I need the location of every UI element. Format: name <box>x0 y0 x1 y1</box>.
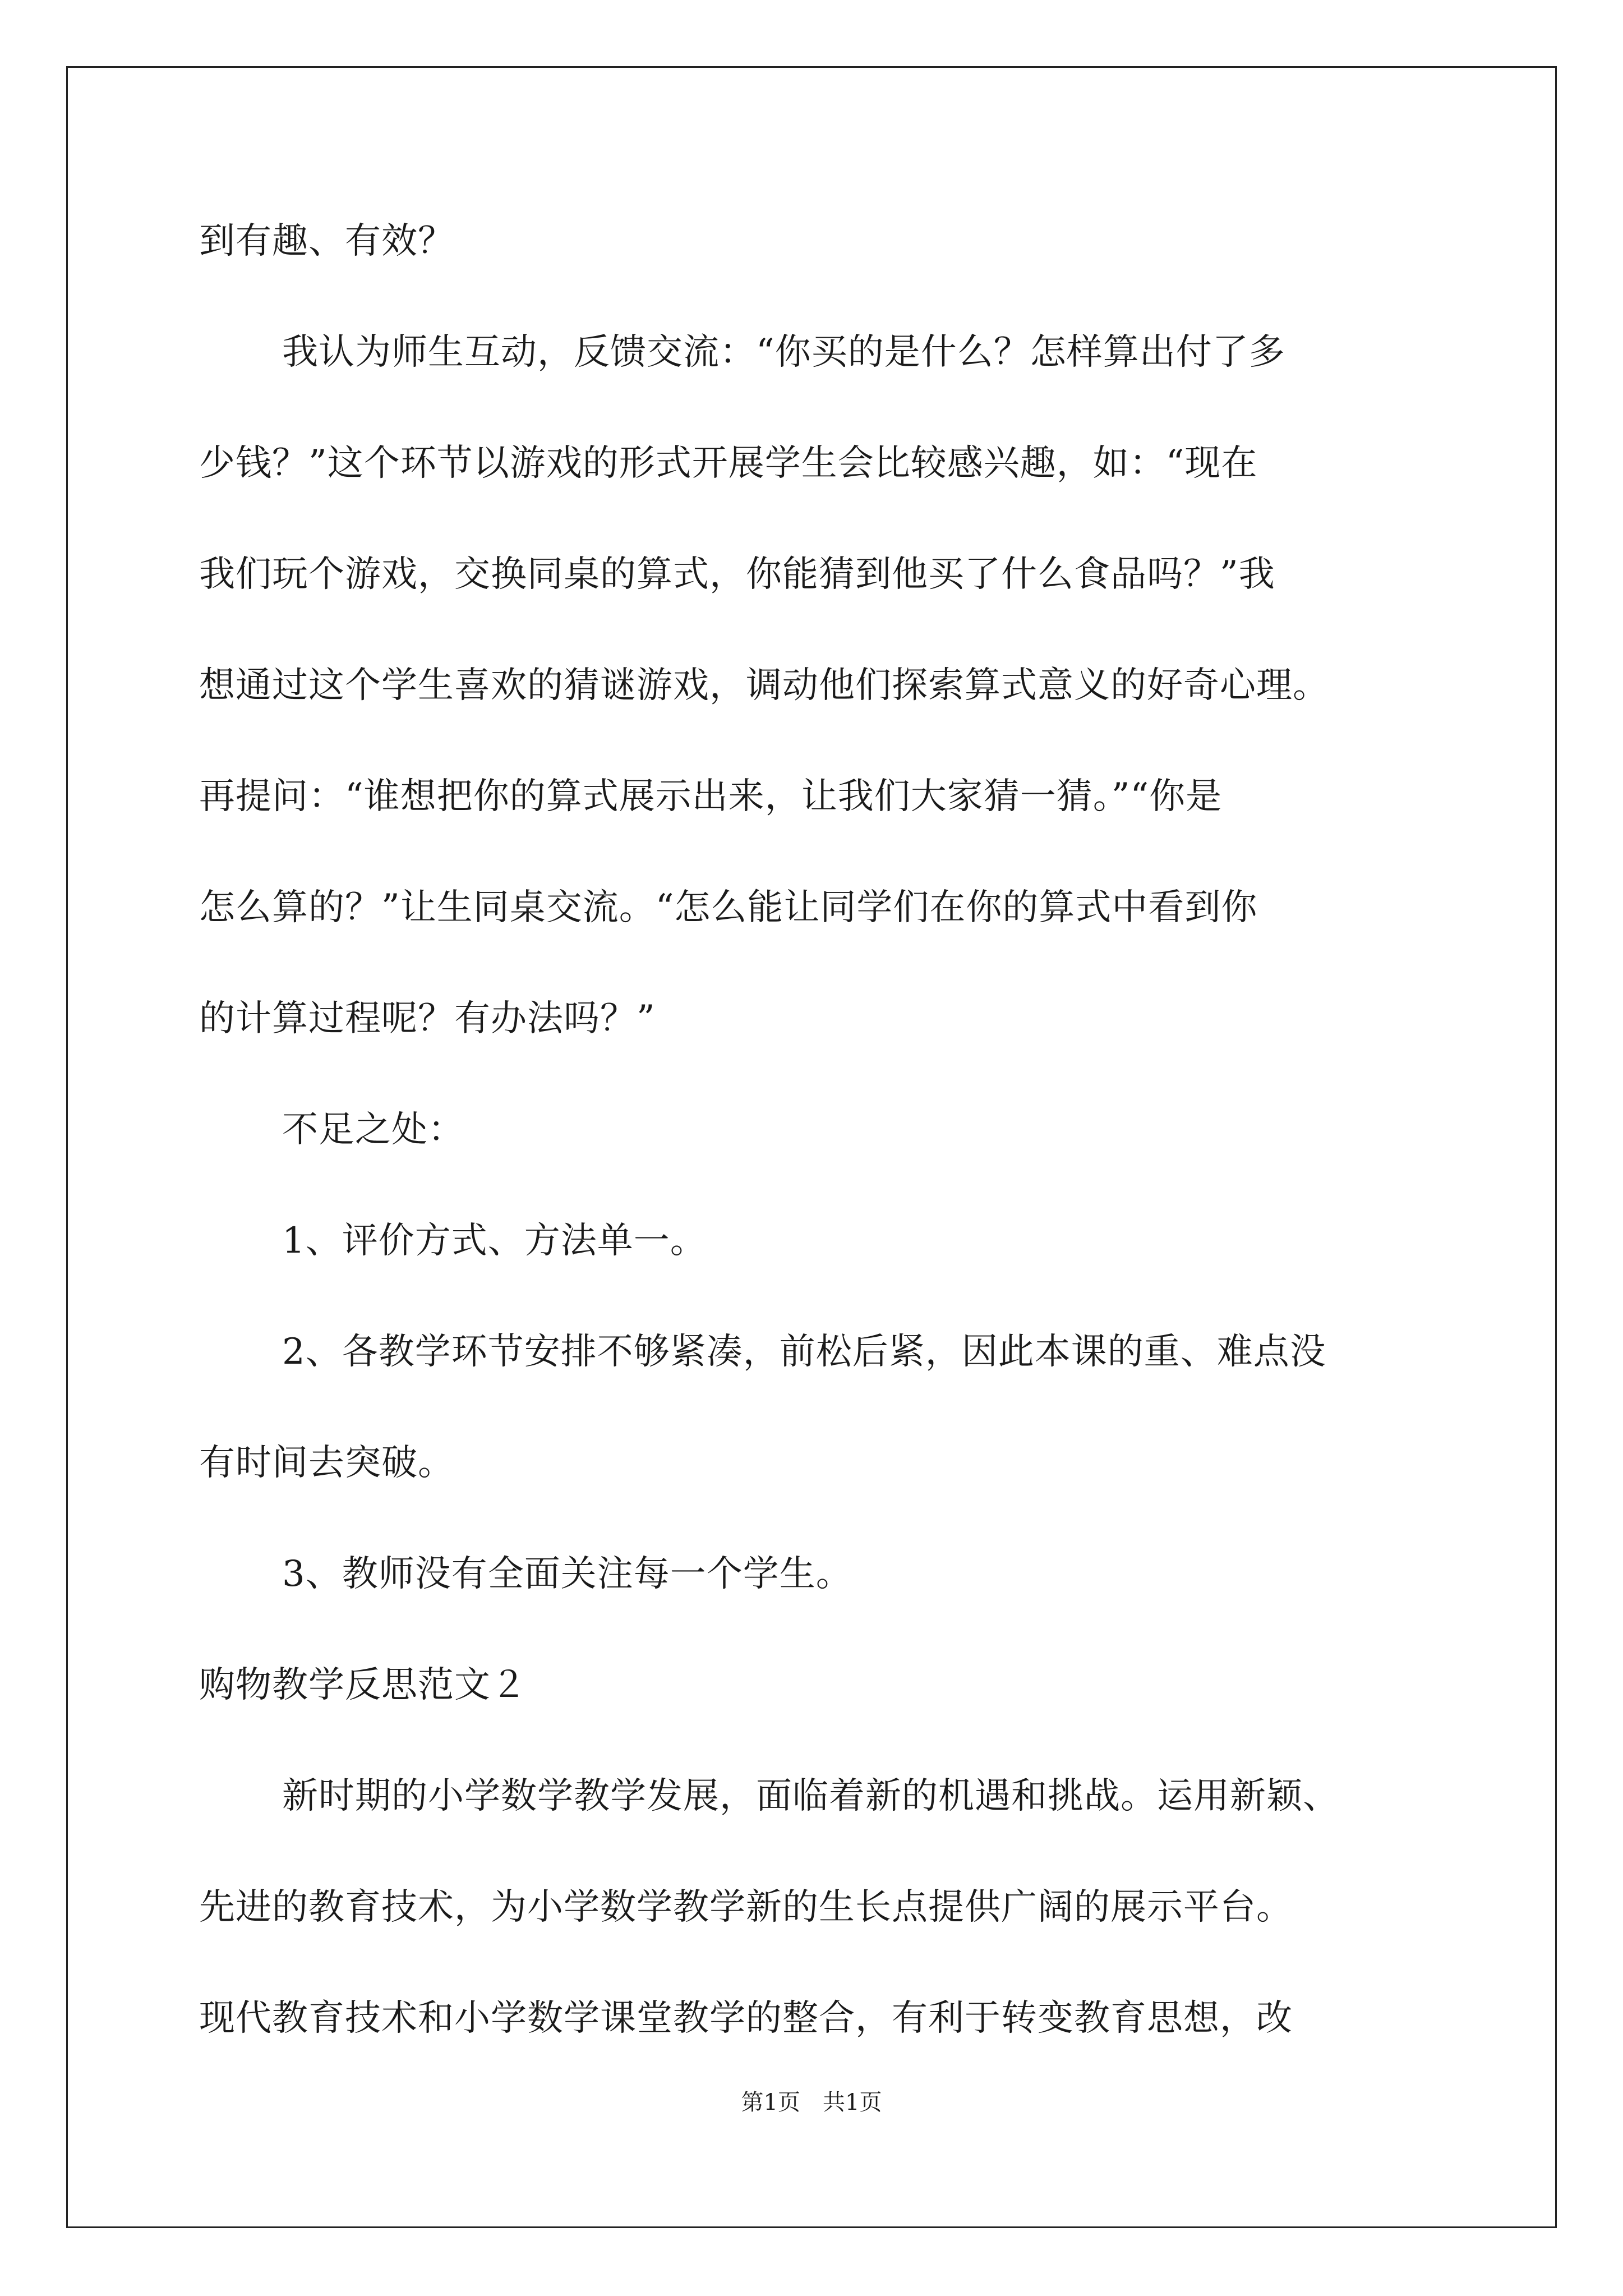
list-item: 2、各教学环节安排不够紧凑，前松后紧，因此本课的重、难点没 <box>282 1331 1326 1373</box>
text-line: 再提问：“谁想把你的算式展示出来，让我们大家猜一猜。”“你是 <box>199 776 1223 817</box>
text-line: 怎么算的？”让生同桌交流。“怎么能让同学们在你的算式中看到你 <box>199 887 1258 928</box>
list-item: 1、评价方式、方法单一。 <box>282 1220 707 1262</box>
text-line: 的计算过程呢？有办法吗？” <box>199 998 656 1039</box>
list-item: 3、教师没有全面关注每一个学生。 <box>282 1553 852 1595</box>
text-line: 到有趣、有效？ <box>199 220 454 262</box>
text-line: 我认为师生互动，反馈交流：“你买的是什么？怎样算出付了多 <box>282 332 1285 373</box>
text-line: 少钱？”这个环节以游戏的形式开展学生会比较感兴趣，如：“现在 <box>199 443 1258 484</box>
text-line: 我们玩个游戏，交换同桌的算式，你能猜到他买了什么食品吗？”我 <box>199 554 1275 595</box>
document-body <box>199 213 1433 2101</box>
text-line: 现代教育技术和小学数学课堂教学的整合，有利于转变教育思想，改 <box>199 1998 1293 2039</box>
page-footer: 第1页 共1页 <box>741 2090 882 2115</box>
text-line: 新时期的小学数学教学发展，面临着新的机遇和挑战。运用新颖、 <box>282 1775 1339 1817</box>
text-line: 有时间去突破。 <box>199 1442 454 1484</box>
section-label: 不足之处： <box>282 1109 464 1151</box>
text-line: 想通过这个学生喜欢的猜谜游戏，调动他们探索算式意义的好奇心理。 <box>199 665 1329 706</box>
section-heading: 购物教学反思范文２ <box>199 1664 527 1706</box>
text-line: 先进的教育技术，为小学数学教学新的生长点提供广阔的展示平台。 <box>199 1887 1293 1928</box>
